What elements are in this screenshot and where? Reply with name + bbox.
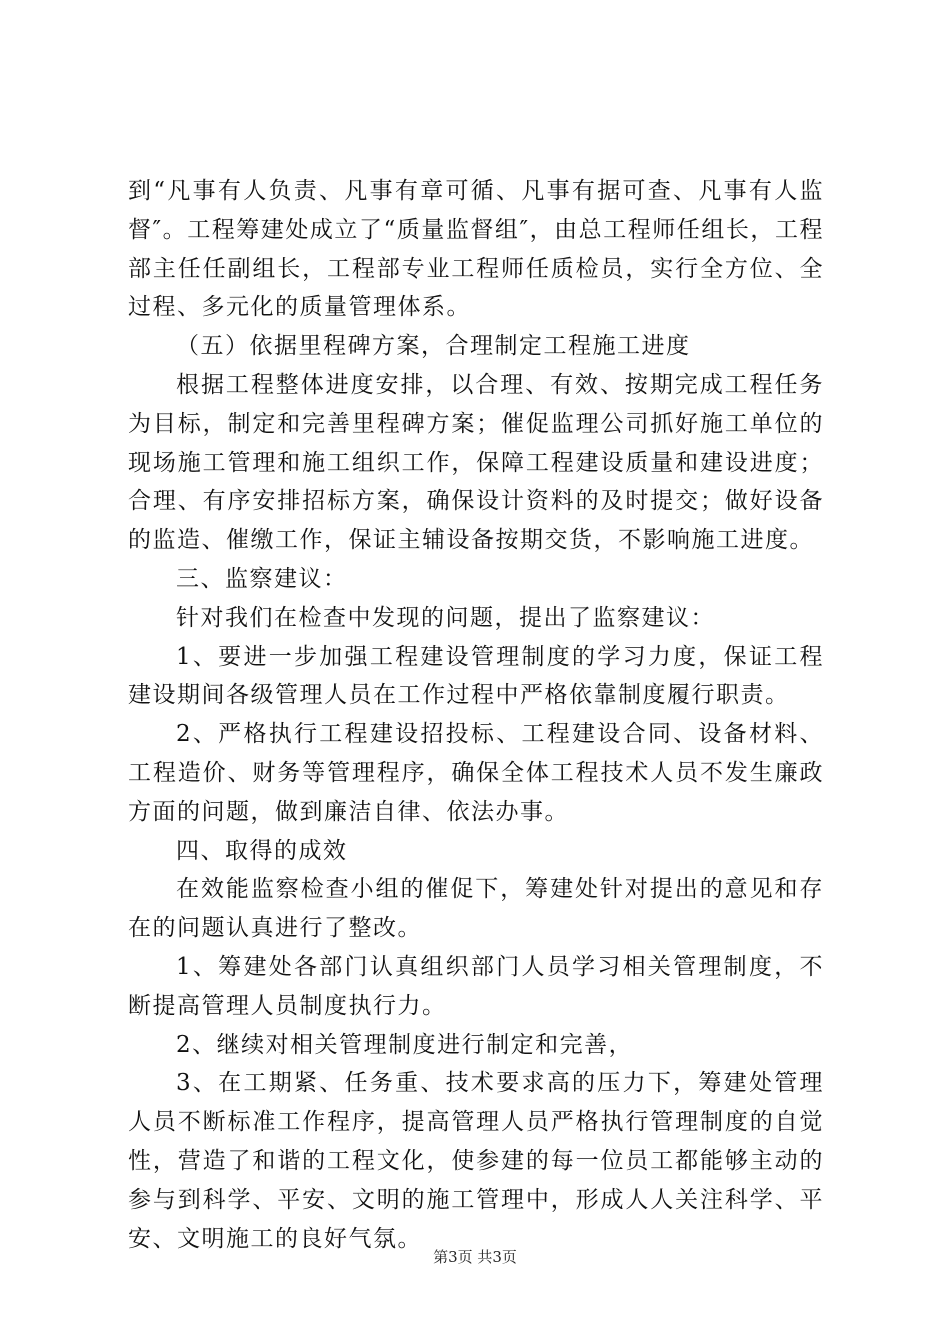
suggestion-item-2: 2、严格执行工程建设招投标、工程建设合同、设备材料、工程造价、财务等管理程序，确保全体工程技术人员不发生廉政方面的问题，做到廉洁自律、依法办事。 (128, 721, 824, 825)
section-heading-five: （五）依据里程碑方案，合理制定工程施工进度 (176, 333, 691, 360)
result-item-1: 1、筹建处各部门认真组织部门人员学习相关管理制度，不断提高管理人员制度执行力。 (128, 953, 824, 1019)
paragraph-continuation: 到“凡事有人负责、凡事有章可循、凡事有据可查、凡事有人监督″。工程筹建处成立了“质量监督组″，由总工程师任组长，工程部主任任副组长，工程部专业工程师任质检员，实行全方位、全过程、多元化的质量管理体系。 (128, 178, 824, 321)
paragraph-intro-suggestions: 针对我们在检查中发现的问题，提出了监察建议： (176, 604, 715, 631)
document-body (128, 172, 824, 1258)
section-heading-four: 四、取得的成效 (176, 837, 348, 864)
suggestion-item-1: 1、要进一步加强工程建设管理制度的学习力度，保证工程建设期间各级管理人员在工作过程中严格依靠制度履行职责。 (128, 643, 824, 709)
paragraph-schedule: 根据工程整体进度安排，以合理、有效、按期完成工程任务为目标，制定和完善里程碑方案；催促监理公司抓好施工单位的现场施工管理和施工组织工作，保障工程建设质量和建设进度；合理、有序安排招标方案，确保设计资料的及时提交；做好设备的监造、催缴工作，保证主辅设备按期交货，不影响施工进度。 (128, 371, 824, 554)
section-heading-three: 三、监察建议： (176, 565, 348, 592)
result-item-2: 2、继续对相关管理制度进行制定和完善， (176, 1031, 634, 1058)
paragraph-rectification: 在效能监察检查小组的催促下，筹建处针对提出的意见和存在的问题认真进行了整改。 (128, 876, 824, 942)
page-number-footer: 第3页 共3页 (433, 1248, 517, 1266)
result-item-3: 3、在工期紧、任务重、技术要求高的压力下，筹建处管理人员不断标准工作程序，提高管理人员严格执行管理制度的自觉性，营造了和谐的工程文化，使参建的每一位员工都能够主动的参与到科学、平安、文明的施工管理中，形成人人关注科学、平安、文明施工的良好气氛。 (128, 1070, 824, 1252)
